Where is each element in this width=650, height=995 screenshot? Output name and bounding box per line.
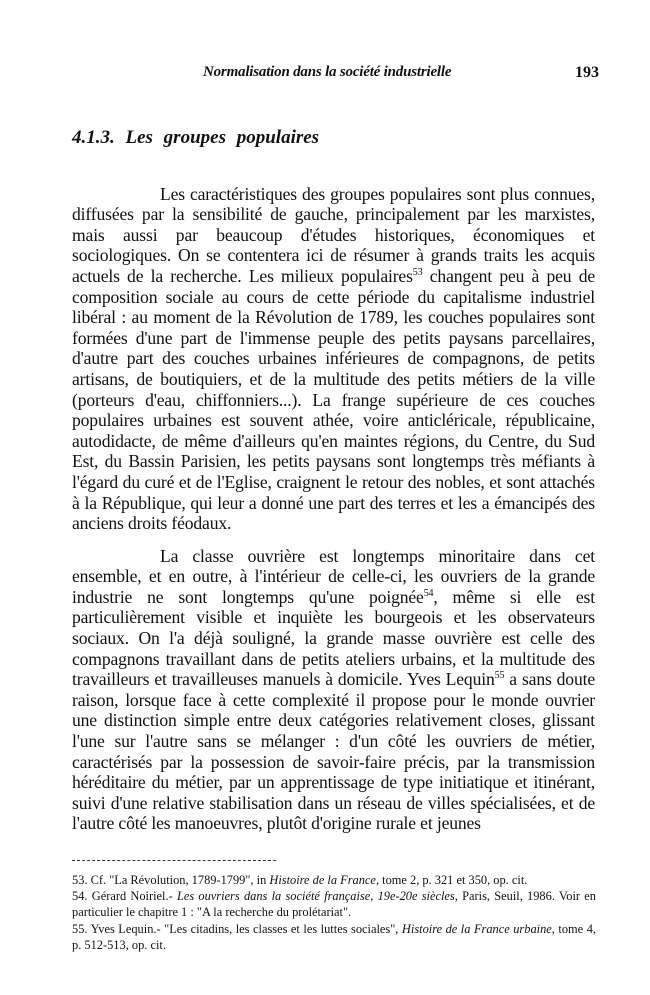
footnote-text: Cf. "La Révolution, 1789-1799", in xyxy=(90,873,270,887)
footnote-54 xyxy=(72,888,596,920)
footnote-ref-53[interactable]: 53 xyxy=(412,266,423,278)
paragraph-text: changent peu à peu de composition sociale au cours de cette période du capitalisme industriel libéral : au moment de la Révolution de 1789, les couches populaires sont formées d'une part de l'immense peuple des petits paysans parcellaires, d'autre part des couches urbaines inférieures de compagnons, de petits artisans, de boutiquiers, et de la multitude des petits métiers de la ville (porteurs d'eau, chiffonniers...). La frange supérieure de ces couches populaires urbaines est souvent athée, voire anticléricale, républicaine, autodidacte, de même d'ailleurs qu'en maintes régions, du Centre, du Sud Est, du Bassin Parisien, les petits paysans sont longtemps très méfiants à l'égard du curé et de l'Eglise, craignent le retour des nobles, et sont attachés à la République, qui leur a donné une part des terres et les a émancipés des anciens droits féodaux. xyxy=(72,265,596,534)
paragraph-text: La classe ouvrière est longtemps minoritaire dans cet ensemble, et en outre, à l'intérieur de celle-ci, les ouvriers de la grande industrie ne sont longtemps qu'une poignée xyxy=(72,545,595,607)
footnote-text: Gérard Noiriel.- xyxy=(91,889,177,904)
footnote-title: Histoire de la France urbaine xyxy=(401,921,552,936)
footnote-text: Yves Lequin.- "Les citadins, les classes et les luttes sociales", xyxy=(90,921,402,936)
section-heading xyxy=(72,127,319,149)
footnote-text: , Paris, Seuil, 1986. Voir en particulier le chapitre 1 : "A la recherche du prolétariat". xyxy=(72,889,596,920)
footnotes xyxy=(72,872,596,953)
paragraph-text: , même si elle est particulièrement visible et inquiète les bourgeois et les observateurs sociaux. On l'a déjà souligné, la grande masse ouvrière est celle des compagnons travaillant dans de petits ateliers urbains, et la multitude des travailleurs et travailleuses manuels à domicile. Yves Lequin xyxy=(72,586,595,690)
paragraph-text: a sans doute raison, lorsque face à cette complexité il propose pour le monde ouvrier une distinction simple entre deux catégories relativement closes, glissant l'une sur l'autre sans se mélanger : d'un côté les ouvriers de métier, caractérisés par la possession de savoir-faire précis, par la transmission héréditaire du métier, par un apprentissage de type initiatique et itinérant, suivi d'une relative stabilisation dans un réseau de villes spécialisées, et de l'autre côté les manoeuvres, plutôt d'origine rurale et jeunes xyxy=(72,669,595,834)
footnote-55 xyxy=(72,921,596,953)
footnote-text: , tome 2, p. 321 et 350, op. cit. xyxy=(375,873,528,887)
section-number: 4.1.3. xyxy=(72,127,115,148)
footnote-separator xyxy=(72,860,276,861)
footnote-number: 54. xyxy=(72,889,88,904)
footnote-number: 53. xyxy=(72,873,88,887)
footnote-title: Histoire de la France xyxy=(269,873,376,887)
footnote-title: Les ouvriers dans la société française, 19e-20e siècles xyxy=(176,889,455,904)
footnote-53 xyxy=(72,872,596,888)
paragraph-1 xyxy=(72,184,595,534)
footnote-text: , tome 4, p. 512-513, op. cit. xyxy=(72,921,596,952)
page-number: 193 xyxy=(575,64,599,81)
section-title: Les groupes populaires xyxy=(125,127,320,148)
running-title: Normalisation dans la société industrielle xyxy=(203,64,452,80)
paragraph-text: Les caractéristiques des groupes populaires sont plus connues, diffusées par la sensibilité de gauche, principalement par les marxistes, mais aussi par beaucoup d'études historiques, économiques et sociologiques. On se contentera ici de résumer à grands traits les acquis actuels de la recherche. Les milieux populaires xyxy=(72,183,595,286)
paragraph-2 xyxy=(72,546,595,834)
running-head xyxy=(203,64,599,86)
footnote-ref-55[interactable]: 55 xyxy=(494,670,505,682)
footnote-ref-54[interactable]: 54 xyxy=(423,587,434,599)
footnote-number: 55. xyxy=(72,921,88,936)
